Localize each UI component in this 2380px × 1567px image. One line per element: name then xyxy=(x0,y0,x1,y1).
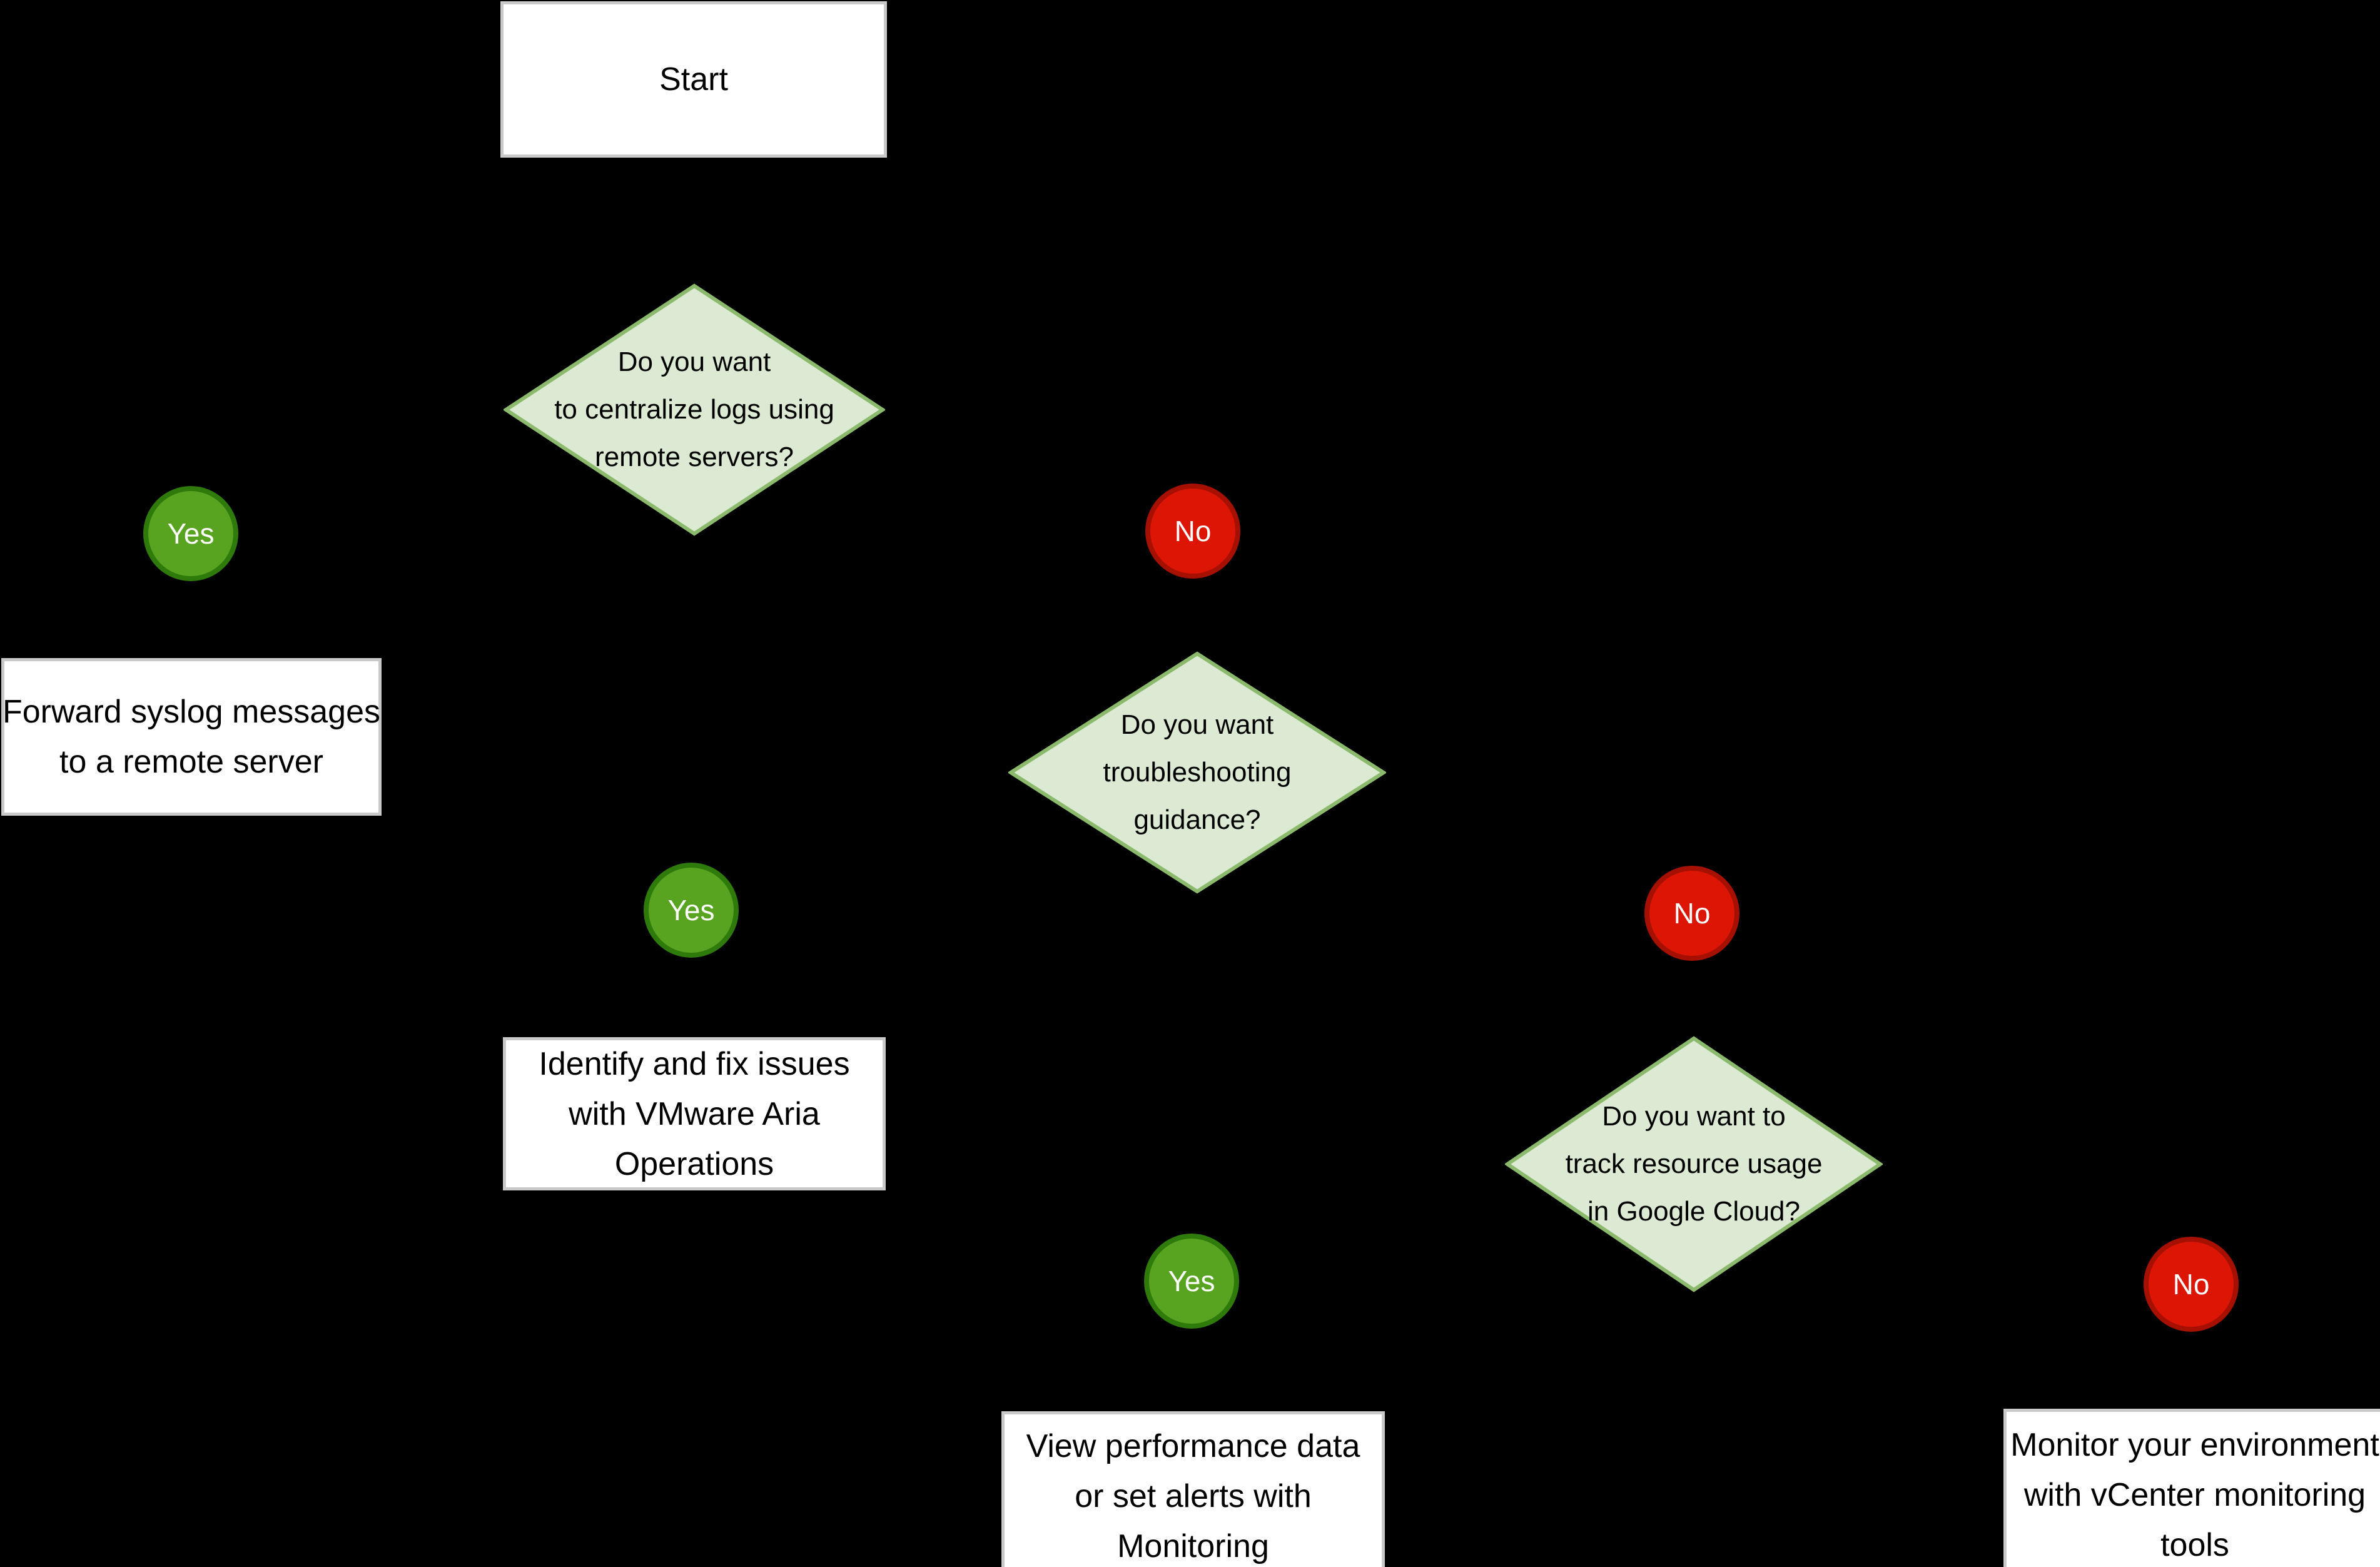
action-line: to a remote server xyxy=(59,744,323,780)
edge-label-no-3 xyxy=(2144,1237,2239,1332)
yes-label: Yes xyxy=(167,517,215,550)
decision-line: guidance? xyxy=(1133,804,1261,835)
action-line: or set alerts with xyxy=(1075,1478,1312,1514)
decision-troubleshooting-text xyxy=(1008,651,1386,894)
decision-track-resource-text xyxy=(1505,1036,1883,1292)
action-line: Forward syslog messages xyxy=(3,694,380,730)
decision-centralize-logs-text xyxy=(504,283,885,536)
action-line: Operations xyxy=(614,1145,774,1182)
no-label: No xyxy=(1174,515,1212,547)
action-monitor-vcenter xyxy=(2003,1409,2380,1567)
action-line: tools xyxy=(2160,1527,2229,1563)
edge-label-no-2 xyxy=(1644,866,1739,961)
no-label: No xyxy=(2172,1268,2210,1301)
action-line: Monitoring xyxy=(1117,1528,1269,1564)
action-identify-fix xyxy=(503,1037,886,1190)
decision-line: troubleshooting xyxy=(1103,757,1292,788)
action-line: with VMware Aria xyxy=(569,1095,820,1132)
decision-line: remote servers? xyxy=(595,442,794,472)
edge-label-no-1 xyxy=(1145,484,1240,579)
decision-line: to centralize logs using xyxy=(554,394,834,425)
action-view-performance xyxy=(1001,1411,1385,1567)
start-label: Start xyxy=(659,61,728,98)
decision-line: track resource usage xyxy=(1565,1149,1823,1179)
decision-line: Do you want xyxy=(617,347,771,377)
decision-line: in Google Cloud? xyxy=(1587,1196,1800,1227)
start-node xyxy=(500,1,887,158)
action-line: Monitor your environment xyxy=(2010,1427,2379,1463)
decision-centralize-logs xyxy=(504,283,885,536)
yes-label: Yes xyxy=(667,894,715,926)
action-line: View performance data xyxy=(1026,1428,1360,1464)
yes-label: Yes xyxy=(1168,1265,1215,1297)
decision-track-resource xyxy=(1505,1036,1883,1292)
action-line: with vCenter monitoring xyxy=(2023,1477,2366,1513)
edge-label-yes-2 xyxy=(644,863,739,958)
no-label: No xyxy=(1673,897,1711,930)
decision-line: Do you want to xyxy=(1602,1101,1786,1132)
edge-label-yes-3 xyxy=(1144,1234,1239,1329)
edge-label-yes-1 xyxy=(143,486,238,581)
action-forward-syslog xyxy=(1,658,382,816)
action-line: Identify and fix issues xyxy=(539,1045,850,1082)
decision-line: Do you want xyxy=(1120,709,1274,740)
decision-troubleshooting xyxy=(1008,651,1386,894)
